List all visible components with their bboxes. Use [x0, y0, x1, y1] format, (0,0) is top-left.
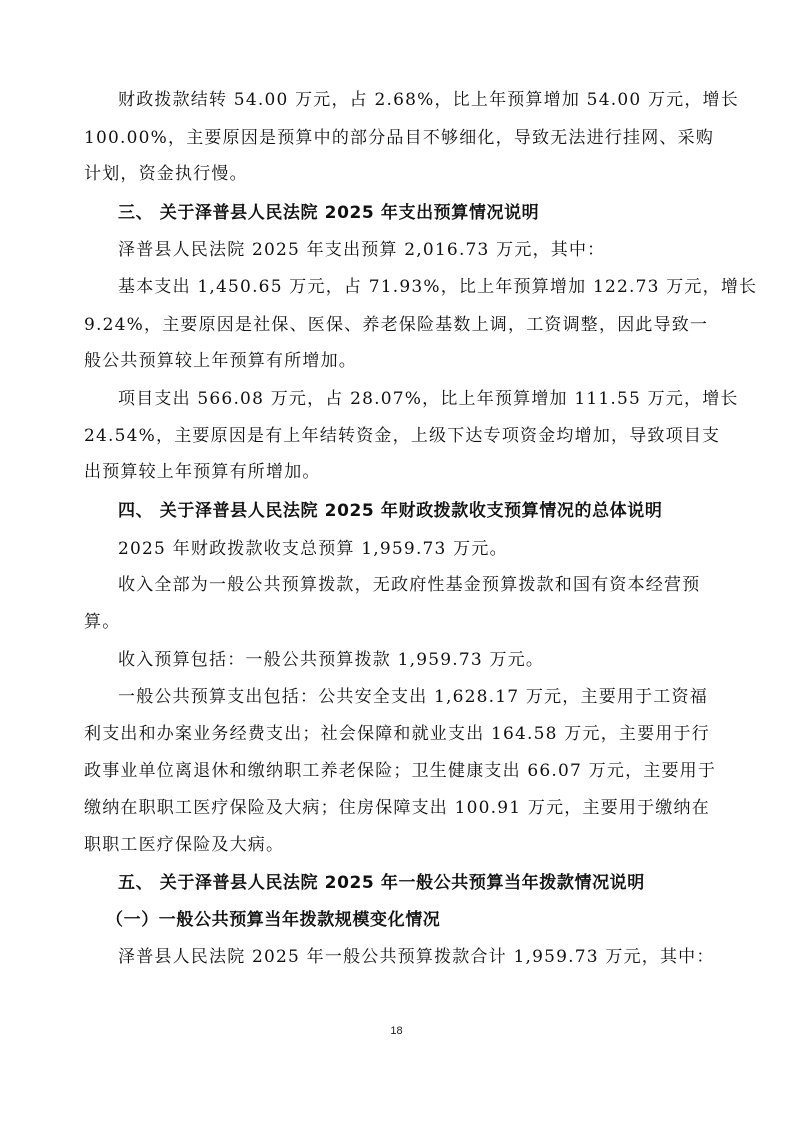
- paragraph-line: 9.24%，主要原因是社保、医保、养老保险基数上调，工资调整，因此导致一: [84, 315, 709, 335]
- paragraph-line: 缴纳在职职工医疗保险及大病；住房保障支出 100.91 万元，主要用于缴纳在: [84, 798, 710, 818]
- paragraph-line: 职职工医疗保险及大病。: [84, 835, 285, 855]
- paragraph-line: 计划，资金执行慢。: [84, 164, 248, 184]
- paragraph-line: 24.54%，主要原因是有上年结转资金，上级下达专项资金均增加，导致项目支: [84, 426, 721, 446]
- paragraph-line: 2025 年财政拨款收支总预算 1,959.73 万元。: [118, 539, 508, 559]
- paragraph-line: 泽普县人民法院 2025 年支出预算 2,016.73 万元，其中：: [118, 240, 606, 260]
- paragraph-line: 基本支出 1,450.65 万元，占 71.93%，比上年预算增加 122.73 万元，增长: [118, 277, 758, 297]
- paragraph-line: 利支出和办案业务经费支出；社会保障和就业支出 164.58 万元，主要用于行: [84, 724, 710, 744]
- paragraph-line: 出预算较上年预算有所增加。: [84, 462, 321, 482]
- paragraph-line: 泽普县人民法院 2025 年一般公共预算拨款合计 1,959.73 万元，其中：: [118, 947, 715, 967]
- paragraph-line: 一般公共预算支出包括：公共安全支出 1,628.17 万元，主要用于工资福: [118, 687, 708, 707]
- section-heading: 三、 关于泽普县人民法院 2025 年支出预算情况说明: [118, 203, 540, 223]
- paragraph-line: 项目支出 566.08 万元，占 28.07%，比上年预算增加 111.55 万元，增长: [118, 389, 739, 409]
- page-number: 18: [390, 1025, 403, 1037]
- paragraph-line: 收入预算包括：一般公共预算拨款 1,959.73 万元。: [118, 650, 545, 670]
- paragraph-line: 算。: [84, 612, 121, 632]
- paragraph-line: 收入全部为一般公共预算拨款，无政府性基金预算拨款和国有资本经营预: [118, 575, 701, 595]
- subsection-heading: （一）一般公共预算当年拨款规模变化情况: [106, 910, 441, 930]
- paragraph-line: 100.00%，主要原因是预算中的部分品目不够细化，导致无法进行挂网、采购: [84, 128, 715, 148]
- paragraph-line: 般公共预算较上年预算有所增加。: [84, 351, 357, 371]
- section-heading: 四、 关于泽普县人民法院 2025 年财政拨款收支预算情况的总体说明: [118, 501, 663, 521]
- section-heading: 五、 关于泽普县人民法院 2025 年一般公共预算当年拨款情况说明: [118, 873, 645, 893]
- paragraph-line: 政事业单位离退休和缴纳职工养老保险；卫生健康支出 66.07 万元，主要用于: [84, 761, 717, 781]
- paragraph-line: 财政拨款结转 54.00 万元，占 2.68%，比上年预算增加 54.00 万元，增长: [118, 90, 739, 110]
